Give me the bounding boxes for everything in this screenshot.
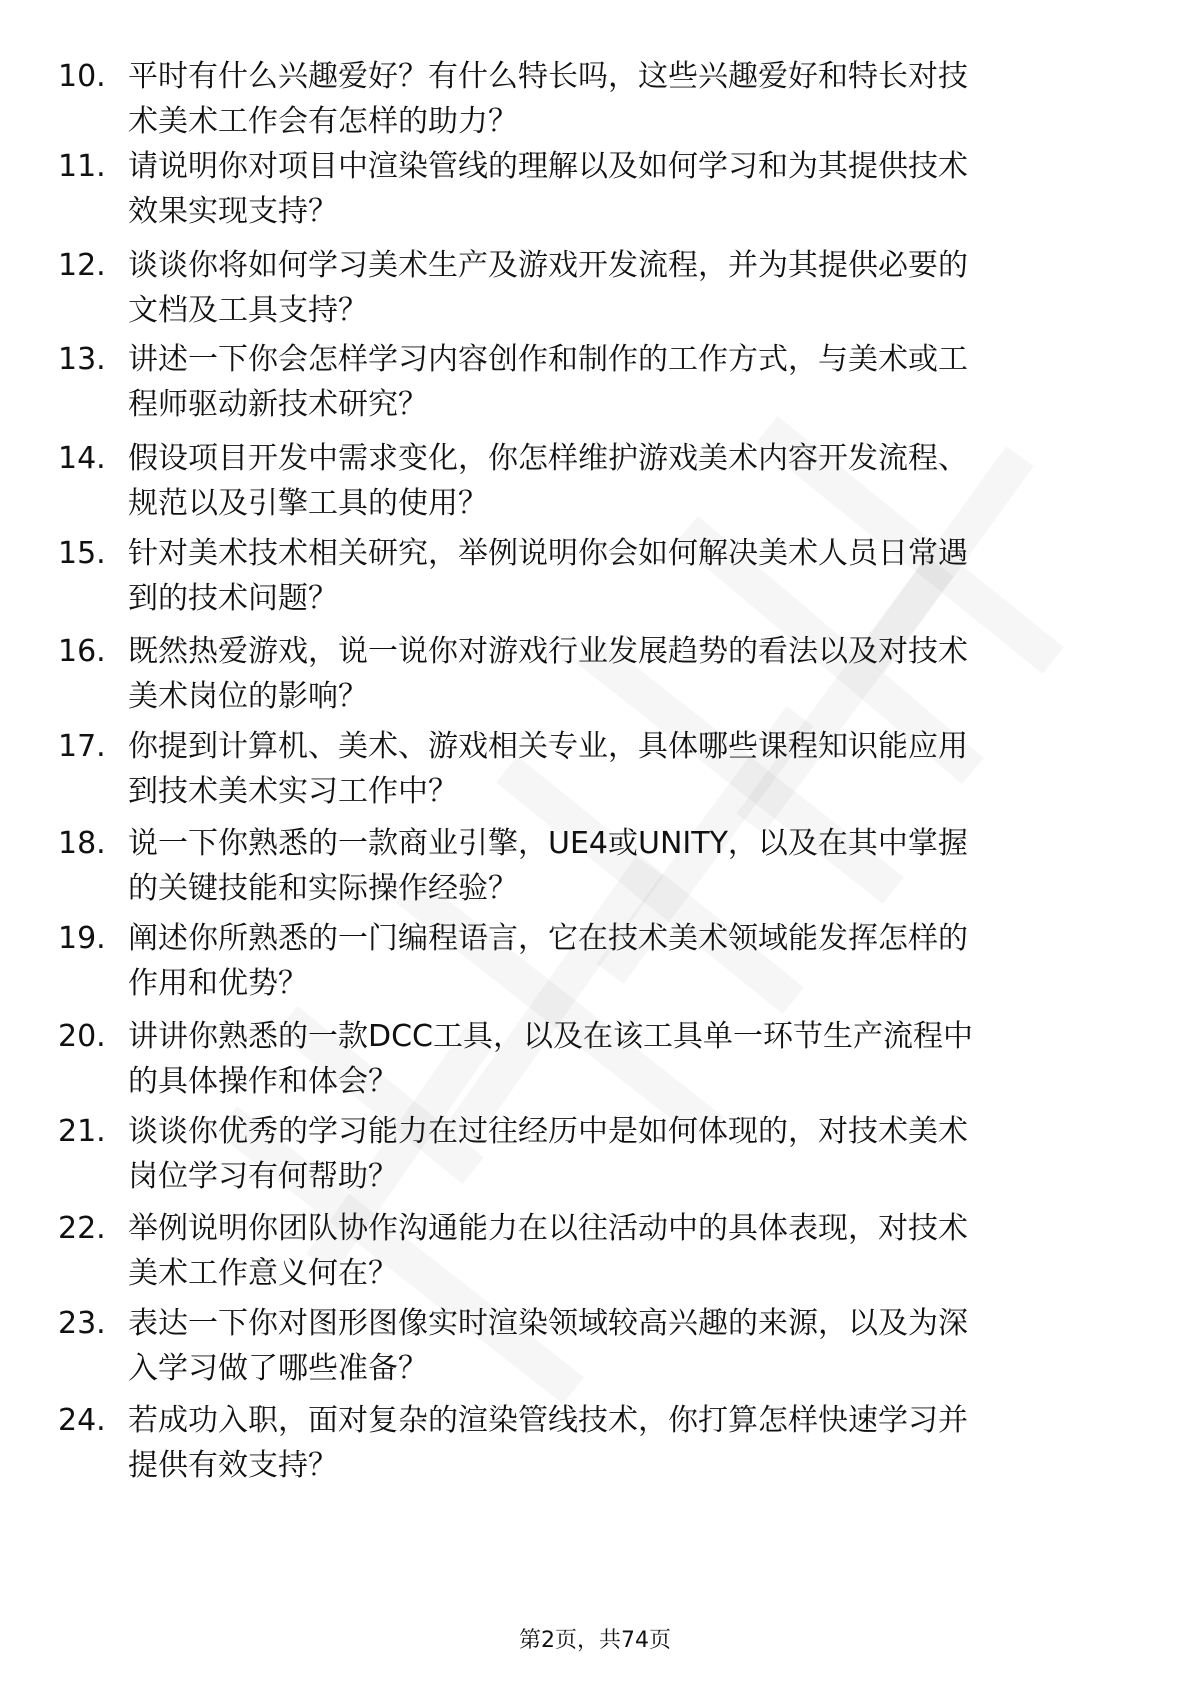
- question-text-line: 你提到计算机、美术、游戏相关专业，具体哪些课程知识能应用: [128, 729, 968, 764]
- question-number: 13.: [58, 342, 106, 377]
- question-item: [58, 244, 1138, 344]
- question-text-line: 的具体操作和体会？: [128, 1064, 398, 1099]
- question-item: [58, 338, 1138, 438]
- question-text-line: 平时有什么兴趣爱好？有什么特长吗，这些兴趣爱好和特长对技: [128, 59, 968, 94]
- question-text-line: 到的技术问题？: [128, 581, 338, 616]
- question-number: 14.: [58, 441, 106, 476]
- question-text-line: 入学习做了哪些准备？: [128, 1351, 428, 1386]
- question-text-line: 美术工作意义何在？: [128, 1256, 398, 1291]
- question-text-line: 若成功入职，面对复杂的渲染管线技术，你打算怎样快速学习并: [128, 1403, 968, 1438]
- question-text-line: 说一下你熟悉的一款商业引擎，UE4或UNITY，以及在其中掌握: [128, 826, 968, 861]
- question-number: 10.: [58, 59, 106, 94]
- question-text-line: 假设项目开发中需求变化，你怎样维护游戏美术内容开发流程、: [128, 441, 968, 476]
- question-number: 11.: [58, 149, 106, 184]
- question-item: [58, 630, 1138, 730]
- page-number-label: 第2页，共74页: [519, 1628, 671, 1653]
- question-text-line: 美术岗位的影响？: [128, 679, 368, 714]
- question-text-line: 讲述一下你会怎样学习内容创作和制作的工作方式，与美术或工: [128, 342, 968, 377]
- question-item: [58, 917, 1138, 1017]
- question-text-line: 程师驱动新技术研究？: [128, 387, 428, 422]
- question-item: [58, 1207, 1138, 1307]
- question-text-line: 针对美术技术相关研究，举例说明你会如何解决美术人员日常遇: [128, 536, 968, 571]
- question-number: 20.: [58, 1019, 106, 1054]
- question-number: 18.: [58, 826, 106, 861]
- question-number: 15.: [58, 536, 106, 571]
- question-item: [58, 55, 1138, 155]
- question-text-line: 作用和优势？: [128, 966, 308, 1001]
- question-text-line: 讲讲你熟悉的一款DCC工具，以及在该工具单一环节生产流程中: [128, 1019, 973, 1054]
- question-number: 23.: [58, 1306, 106, 1341]
- question-text-line: 到技术美术实习工作中？: [128, 774, 458, 809]
- question-number: 22.: [58, 1211, 106, 1246]
- question-item: [58, 822, 1138, 922]
- page-footer: [0, 1626, 1190, 1656]
- question-text-line: 既然热爱游戏，说一说你对游戏行业发展趋势的看法以及对技术: [128, 634, 968, 669]
- question-text-line: 阐述你所熟悉的一门编程语言，它在技术美术领域能发挥怎样的: [128, 921, 968, 956]
- question-number: 24.: [58, 1403, 106, 1438]
- question-item: [58, 532, 1138, 632]
- question-text-line: 岗位学习有何帮助？: [128, 1159, 398, 1194]
- question-item: [58, 145, 1138, 245]
- question-text-line: 文档及工具支持？: [128, 293, 368, 328]
- question-item: [58, 1302, 1138, 1402]
- question-text-line: 表达一下你对图形图像实时渲染领域较高兴趣的来源，以及为深: [128, 1306, 968, 1341]
- question-text-line: 举例说明你团队协作沟通能力在以往活动中的具体表现，对技术: [128, 1211, 968, 1246]
- question-item: [58, 1399, 1138, 1499]
- question-item: [58, 1015, 1138, 1115]
- question-text-line: 谈谈你将如何学习美术生产及游戏开发流程，并为其提供必要的: [128, 248, 968, 283]
- question-number: 16.: [58, 634, 106, 669]
- question-text-line: 术美术工作会有怎样的助力？: [128, 104, 518, 139]
- question-text-line: 请说明你对项目中渲染管线的理解以及如何学习和为其提供技术: [128, 149, 968, 184]
- question-text-line: 效果实现支持？: [128, 194, 338, 229]
- question-text-line: 谈谈你优秀的学习能力在过往经历中是如何体现的，对技术美术: [128, 1114, 968, 1149]
- question-item: [58, 437, 1138, 537]
- question-text-line: 的关键技能和实际操作经验？: [128, 871, 518, 906]
- question-text-line: 规范以及引擎工具的使用？: [128, 486, 488, 521]
- question-number: 17.: [58, 729, 106, 764]
- question-item: [58, 1110, 1138, 1210]
- question-number: 21.: [58, 1114, 106, 1149]
- question-number: 12.: [58, 248, 106, 283]
- question-number: 19.: [58, 921, 106, 956]
- question-item: [58, 725, 1138, 825]
- question-text-line: 提供有效支持？: [128, 1448, 338, 1483]
